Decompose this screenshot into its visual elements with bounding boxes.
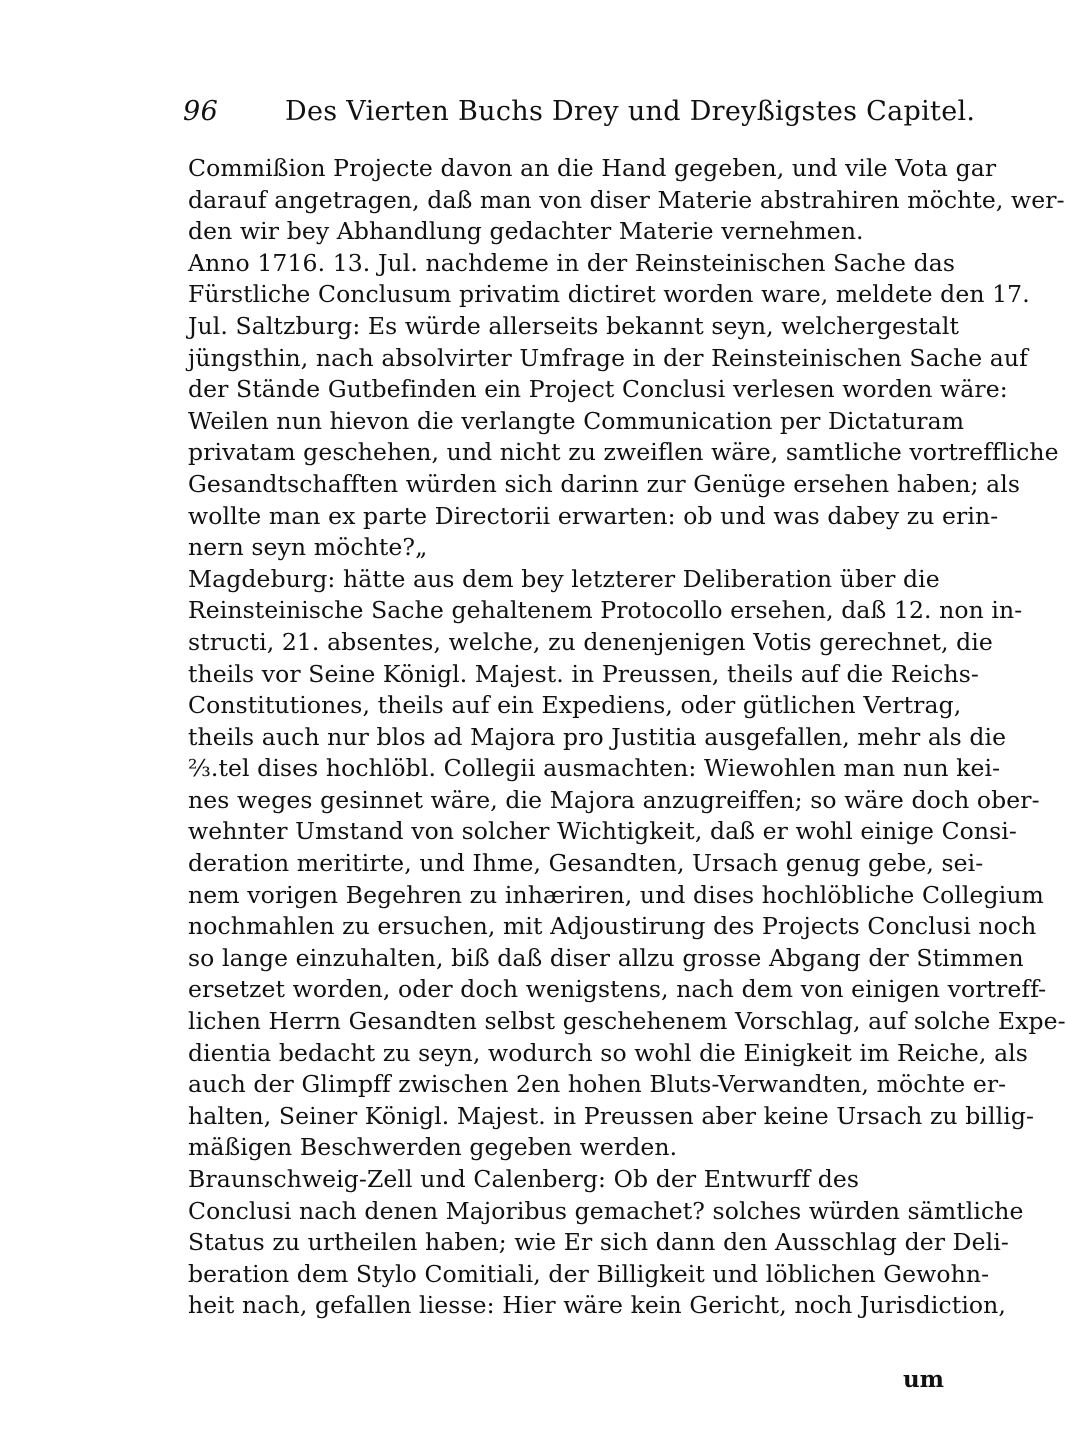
text-line: heit nach, gefallen liesse: Hier wäre kein Gericht, noch Jurisdiction, bbox=[188, 1291, 1006, 1320]
text-line: jüngsthin, nach absolvirter Umfrage in der Reinsteinischen Sache auf bbox=[188, 343, 1028, 372]
text-line: theils vor Seine Königl. Majest. in Preussen, theils auf die Reichs- bbox=[188, 659, 979, 688]
text-line: den wir bey Abhandlung gedachter Materie vernehmen. bbox=[188, 217, 864, 246]
text-line: Weilen nun hievon die verlangte Communication per Dictaturam bbox=[188, 406, 965, 435]
text-line: wehnter Umstand von solcher Wichtigkeit, daß er wohl einige Consi- bbox=[188, 817, 1017, 846]
text-line: halten, Seiner Königl. Majest. in Preussen aber keine Ursach zu billig- bbox=[188, 1101, 1035, 1130]
text-line: wollte man ex parte Directorii erwarten: ob und was dabey zu erin- bbox=[188, 501, 999, 530]
text-line: nes weges gesinnet wäre, die Majora anzugreiffen; so wäre doch ober- bbox=[188, 785, 1040, 814]
text-line: ersetzet worden, oder doch wenigstens, nach dem von einigen vortreff- bbox=[188, 975, 1047, 1004]
text-line: mäßigen Beschwerden gegeben werden. bbox=[188, 1133, 678, 1162]
text-line: Magdeburg: hätte aus dem bey letzterer Deliberation über die bbox=[188, 564, 940, 593]
text-line: theils auch nur blos ad Majora pro Justitia ausgefallen, mehr als die bbox=[188, 722, 1007, 751]
text-line: darauf angetragen, daß man von diser Materie abstrahiren möchte, wer- bbox=[188, 185, 1065, 214]
page-number: 96 bbox=[183, 96, 219, 127]
text-line: Jul. Saltzburg: Es würde allerseits bekannt seyn, welchergestalt bbox=[188, 311, 960, 340]
text-line: lichen Herrn Gesandten selbst geschehenem Vorschlag, auf solche Expe- bbox=[188, 1007, 1066, 1036]
catchword: um bbox=[902, 1366, 944, 1393]
text-line: privatam geschehen, und nicht zu zweiflen wäre, samtliche vortreffliche bbox=[188, 438, 1059, 467]
text-line: ⅔.tel dises hochlöbl. Collegii ausmachten: Wiewohlen man nun kei- bbox=[188, 754, 1001, 783]
text-line: so lange einzuhalten, biß daß diser allzu grosse Abgang der Stimmen bbox=[188, 943, 1024, 972]
text-line: Fürstliche Conclusum privatim dictiret worden ware, meldete den 17. bbox=[188, 280, 1030, 309]
text-line: nem vorigen Begehren zu inhæriren, und dises hochlöbliche Collegium bbox=[188, 880, 1044, 909]
text-line: Conclusi nach denen Majoribus gemachet? solches würden sämtliche bbox=[188, 1196, 1024, 1225]
text-line: der Stände Gutbefinden ein Project Conclusi verlesen worden wäre: bbox=[188, 375, 1008, 404]
text-line: beration dem Stylo Comitiali, der Billigkeit und löblichen Gewohn- bbox=[188, 1259, 990, 1288]
text-line: nochmahlen zu ersuchen, mit Adjoustirung des Projects Conclusi noch bbox=[188, 912, 1037, 941]
header-rule bbox=[183, 142, 951, 143]
text-line: nern seyn möchte?„ bbox=[188, 533, 428, 562]
text-line: Anno 1716. 13. Jul. nachdeme in der Reinsteinischen Sache das bbox=[188, 248, 955, 277]
text-line: Gesandtschafften würden sich darinn zur Genüge ersehen haben; als bbox=[188, 469, 1021, 498]
text-line: Reinsteinische Sache gehaltenem Protocollo ersehen, daß 12. non in- bbox=[188, 596, 1023, 625]
text-line: Commißion Projecte davon an die Hand gegeben, und vile Vota gar bbox=[188, 154, 997, 182]
text-line: Status zu urtheilen haben; wie Er sich dann den Ausschlag der Deli- bbox=[188, 1228, 1009, 1257]
text-line: deration meritirte, und Ihme, Gesandten, Ursach genug gebe, sei- bbox=[188, 849, 984, 878]
running-title: Des Vierten Buchs Drey und Dreyßigstes Capitel. bbox=[285, 96, 976, 127]
text-line: Constitutiones, theils auf ein Expediens, oder gütlichen Vertrag, bbox=[188, 691, 962, 720]
body-text bbox=[188, 153, 1066, 1322]
text-line: auch der Glimpff zwischen 2en hohen Bluts-Verwandten, möchte er- bbox=[188, 1070, 1007, 1099]
text-line: dientia bedacht zu seyn, wodurch so wohl die Einigkeit im Reiche, als bbox=[188, 1038, 1028, 1067]
text-line: Braunschweig-Zell und Calenberg: Ob der Entwurff des bbox=[188, 1165, 860, 1193]
text-line: structi, 21. absentes, welche, zu denenjenigen Votis gerechnet, die bbox=[188, 627, 993, 656]
